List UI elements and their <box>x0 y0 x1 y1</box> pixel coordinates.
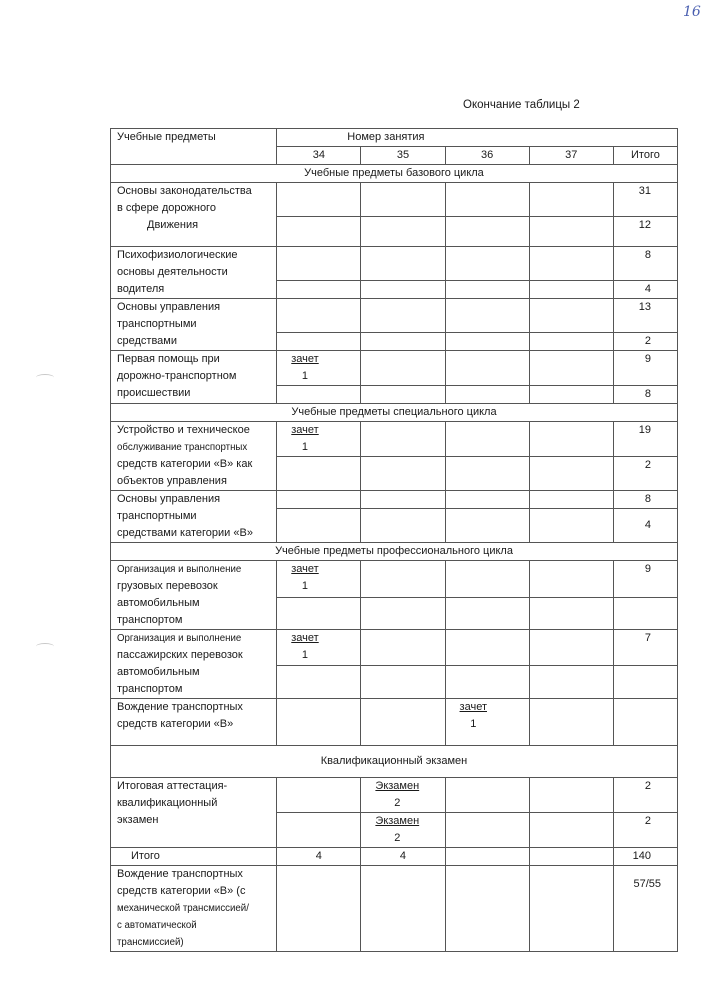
table-header-row <box>111 129 678 147</box>
exam-hours: 2 <box>394 797 401 809</box>
subject-cell <box>111 422 277 491</box>
totals-col35: 4 <box>361 848 445 866</box>
mark-cell <box>277 630 361 666</box>
total-cell: 8 <box>613 491 677 509</box>
total-cell: 2 <box>613 778 677 813</box>
subject-text: Движения <box>147 219 199 231</box>
subject-text: Вождение транспортных <box>117 868 243 880</box>
subject-text: с автоматической <box>117 920 197 931</box>
subject-cell <box>111 699 277 746</box>
subject-cell <box>111 866 277 952</box>
exam-cell <box>361 813 445 848</box>
subject-text: Вождение транспортных <box>117 701 243 713</box>
subject-cell <box>111 561 277 630</box>
lesson-number: 37 <box>529 147 613 165</box>
credit-hours: 1 <box>301 370 309 382</box>
subject-text: в сфере дорожного <box>117 202 216 214</box>
credit-hours: 1 <box>301 580 309 592</box>
subject-text: Основы законодательства <box>117 185 252 197</box>
subject-text: средствами <box>117 335 177 347</box>
mark-cell <box>277 351 361 386</box>
table-row <box>111 491 678 509</box>
exam-mark: Экзамен <box>375 780 420 792</box>
table-caption: Окончание таблицы 2 <box>463 99 580 111</box>
subject-text: автомобильным <box>117 597 200 609</box>
table-row <box>111 561 678 598</box>
total-cell: 2 <box>613 813 677 848</box>
section-row <box>111 543 678 561</box>
subject-cell <box>111 247 277 299</box>
table-row <box>111 299 678 333</box>
subject-text: механической трансмиссией/ <box>117 903 249 914</box>
total-cell: 4 <box>613 281 677 299</box>
credit-hours: 1 <box>470 718 477 730</box>
subject-text: водителя <box>117 283 165 295</box>
total-cell: 31 <box>613 183 677 217</box>
total-cell: 13 <box>613 299 677 333</box>
total-cell: 9 <box>613 351 677 386</box>
subject-text: пассажирских перевозок <box>117 649 243 661</box>
section-base-cycle: Учебные предметы базового цикла <box>111 165 678 183</box>
binder-hole-mark <box>36 374 54 381</box>
total-cell: 9 <box>613 561 677 598</box>
subject-text: Организация и выполнение <box>117 564 242 575</box>
exam-cell <box>361 778 445 813</box>
section-special-cycle: Учебные предметы специального цикла <box>111 404 678 422</box>
subject-text: транспортными <box>117 510 197 522</box>
credit-mark: зачет <box>291 424 319 436</box>
totals-col34: 4 <box>277 848 361 866</box>
subject-text: Организация и выполнение <box>117 633 242 644</box>
exam-mark: Экзамен <box>375 815 420 827</box>
totals-row <box>111 848 678 866</box>
subject-text: автомобильным <box>117 666 200 678</box>
subject-text: Первая помощь при <box>117 353 220 365</box>
subject-text: транспортом <box>117 614 183 626</box>
subject-text: Основы управления <box>117 493 221 505</box>
total-cell: 57/55 <box>613 866 677 952</box>
schedule-table <box>110 128 678 952</box>
table-row <box>111 630 678 666</box>
table-row <box>111 247 678 281</box>
subject-text: трансмиссией) <box>117 937 184 948</box>
mark-cell <box>445 699 529 746</box>
table-row <box>111 866 678 952</box>
subject-text: дорожно-транспортном <box>117 370 237 382</box>
subject-cell <box>111 299 277 351</box>
lesson-number-header: Номер занятия <box>277 129 678 147</box>
subject-text: основы деятельности <box>117 266 228 278</box>
section-qualification-exam: Квалификационный экзамен <box>111 746 678 778</box>
subject-text: средств категории «В» как <box>117 458 253 470</box>
credit-hours: 1 <box>301 649 309 661</box>
table-row <box>111 778 678 813</box>
subject-cell <box>111 630 277 699</box>
section-row <box>111 746 678 778</box>
subject-text: средств категории «В» <box>117 718 234 730</box>
credit-mark: зачет <box>291 632 319 644</box>
subject-text: объектов управления <box>117 475 227 487</box>
total-cell: 19 <box>613 422 677 457</box>
subject-text: обслуживание транспортных <box>117 442 248 453</box>
total-cell: 8 <box>613 386 677 404</box>
subject-text: Итоговая аттестация- <box>117 780 228 792</box>
subject-text: средствами категории «В» <box>117 527 253 539</box>
credit-mark: зачет <box>291 563 319 575</box>
credit-mark: зачет <box>291 353 319 365</box>
subjects-header: Учебные предметы <box>111 129 277 165</box>
credit-hours: 1 <box>301 441 309 453</box>
totals-label: Итого <box>111 848 277 866</box>
subject-text: транспортом <box>117 683 183 695</box>
subject-cell <box>111 491 277 543</box>
section-row <box>111 404 678 422</box>
total-cell: 7 <box>613 630 677 666</box>
total-cell: 4 <box>613 509 677 543</box>
subject-text: Устройство и техническое <box>117 424 250 436</box>
table-row <box>111 422 678 457</box>
exam-hours: 2 <box>394 832 401 844</box>
credit-mark: зачет <box>459 701 487 713</box>
mark-cell <box>277 422 361 457</box>
total-header: Итого <box>613 147 677 165</box>
table-row <box>111 699 678 746</box>
lesson-number: 34 <box>277 147 361 165</box>
lesson-number: 35 <box>361 147 445 165</box>
total-cell: 8 <box>613 247 677 281</box>
section-professional-cycle: Учебные предметы профессионального цикла <box>111 543 678 561</box>
subject-text: экзамен <box>117 814 159 826</box>
totals-grand: 140 <box>613 848 677 866</box>
subject-cell <box>111 183 277 247</box>
subject-text: транспортными <box>117 318 197 330</box>
subject-text: средств категории «В» (с <box>117 885 246 897</box>
subject-cell <box>111 351 277 404</box>
subject-text: квалификационный <box>117 797 218 809</box>
lesson-number: 36 <box>445 147 529 165</box>
section-row <box>111 165 678 183</box>
total-cell: 2 <box>613 457 677 491</box>
subject-text: Основы управления <box>117 301 221 313</box>
total-cell: 2 <box>613 333 677 351</box>
table-row <box>111 351 678 386</box>
subject-text: Психофизиологические <box>117 249 238 261</box>
table-row <box>111 183 678 217</box>
binder-hole-mark <box>36 643 54 650</box>
total-cell: 12 <box>613 217 677 247</box>
subject-text: происшествии <box>117 387 191 399</box>
subject-text: грузовых перевозок <box>117 580 218 592</box>
page-number: 16 <box>683 4 701 20</box>
mark-cell <box>277 561 361 598</box>
subject-cell <box>111 778 277 848</box>
